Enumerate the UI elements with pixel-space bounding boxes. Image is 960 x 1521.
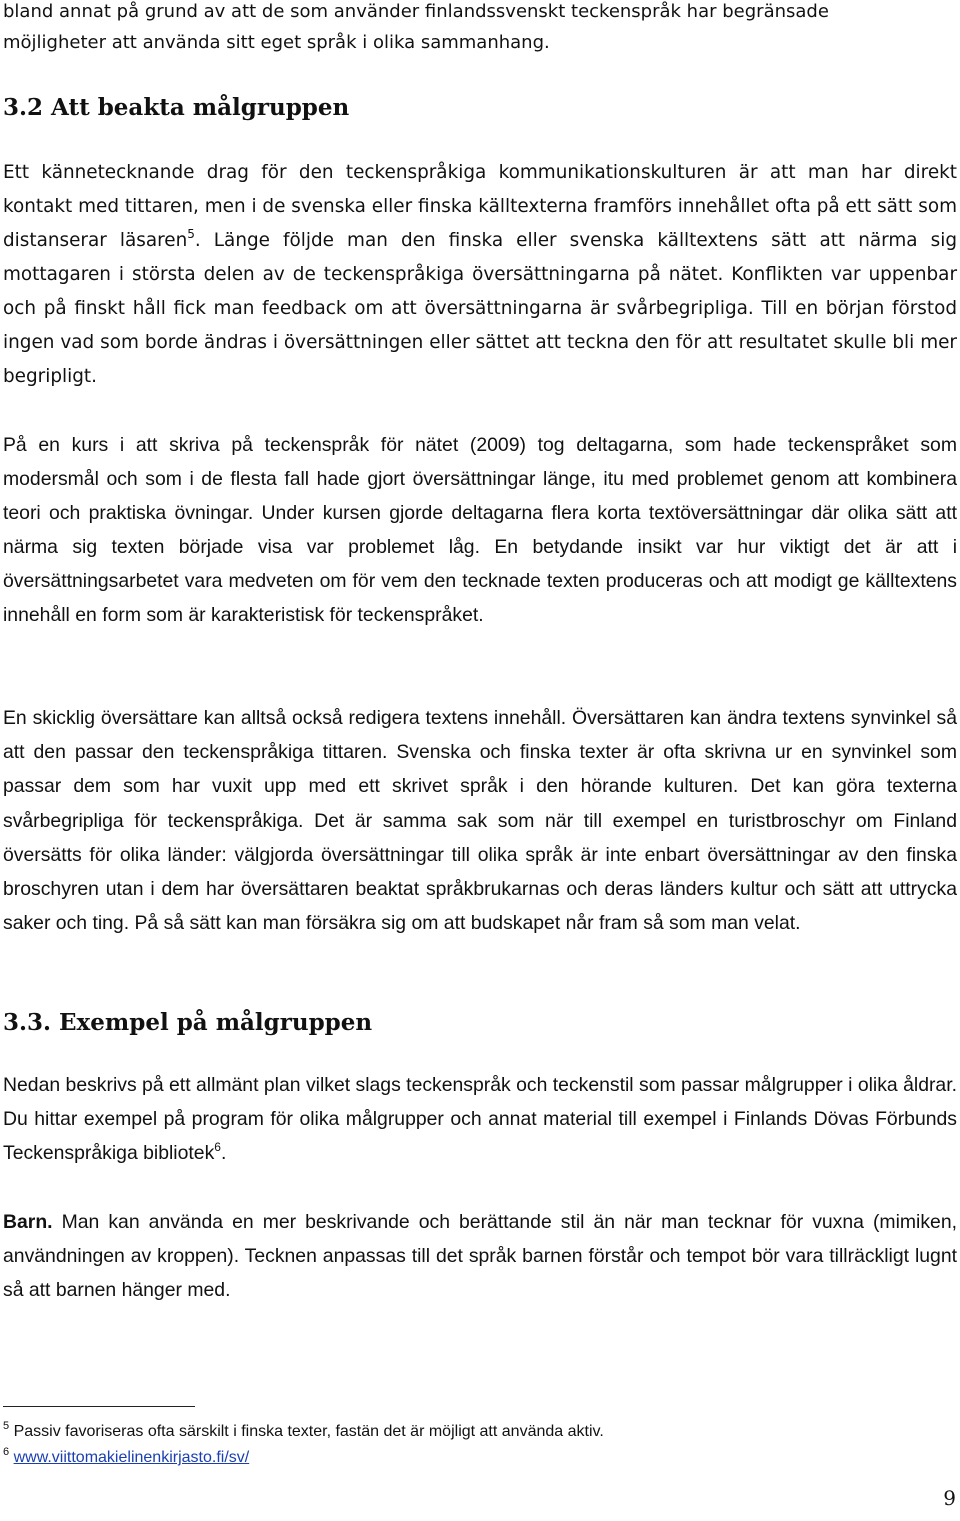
section-heading-3-3: 3.3. Exempel på målgruppen — [3, 1009, 373, 1036]
section-3-2-paragraph-3: En skicklig översättare kan alltså också redigera textens innehåll. Översättaren kan ändra textens synvinkel så att den passar den teckenspråkiga tittaren. Svenska och finska texter är ofta skrivna ur en synvinkel som passar dem som har vuxit upp med ett skrivet språk i den hörande kulturen. Det kan göra texterna svårbegripliga för teckenspråkiga. Det är samma sak som när till exempel en turistbroschyr om Finland översätts för olika länder: välgjorda översättningar till olika språk är inte enbart översättningar av den finska broschyren utan i dem har översättaren beaktat språkbrukarnas och deras länders kultur och sätt att uttrycka saker och ting. På så sätt kan man försäkra sig om att budskapet når fram så som man velat. — [3, 707, 957, 935]
paragraph-text: . Länge följde man den finska eller svenska källtextens sätt att närma sig mottagaren i största delen av de teckenspråkiga översättningarna på nätet. Konflikten var uppenbar och på finskt håll fick man feedback om att översättningarna är svårbegripliga. Till en början förstod ingen vad som borde ändras i översättningen eller sättet att teckna den för att resultatet skulle bli mer begripligt. — [3, 230, 957, 387]
barn-label: Barn. — [3, 1211, 53, 1233]
barn-text: Man kan använda en mer beskrivande och berättande stil än när man tecknar för vuxna (mimiken, användningen av kroppen). Tecknen anpassas till det språk barnen förstår och tempot bör vara tillräckligt lugnt så att barnen hänger med. — [3, 1211, 957, 1301]
footnote-ref-6[interactable]: 6 — [214, 1140, 221, 1154]
page-number: 9 — [943, 1486, 956, 1510]
section-3-2-paragraph-2: På en kurs i att skriva på teckenspråk för nätet (2009) tog deltagarna, som hade teckenspråket som modersmål och som i de flesta fall hade gjort översättningar länge, itu med problemet genom att kombinera teori och praktiska övningar. Under kursen gjorde deltagarna flera korta textöversättningar där olika sätt att närma sig texten började visa var problemet låg. En betydande insikt var hur viktigt det är att i översättningsarbetet vara medveten om för vem den tecknade texten produceras och att modigt ge källtextens innehåll en form som är karakteristisk för teckenspråket. — [3, 434, 957, 626]
section-3-2-paragraph-1 — [3, 156, 957, 394]
footnote-divider — [3, 1406, 195, 1407]
intro-continuation — [3, 0, 957, 58]
footnote-number-6: 6 — [3, 1446, 10, 1458]
intro-line-2: möjligheter att använda sitt eget språk i olika sammanhang. — [3, 32, 550, 53]
paragraph-text: Ett kännetecknande drag för den teckenspråkiga kommunikationskulturen är att man har direkt kontakt med tittaren, men i de svenska eller finska källtexterna framförs innehållet ofta på ett sätt som distanserar läsaren — [3, 162, 957, 251]
intro-line-1: bland annat på grund av att de som använder finlandssvenskt teckenspråk har begränsade — [3, 1, 829, 22]
paragraph-text: Nedan beskrivs på ett allmänt plan vilket slags teckenspråk och teckenstil som passar målgrupper i olika åldrar. Du hittar exempel på program för olika målgrupper och annat material till exempel i Finlands Dövas Förbunds Teckenspråkiga bibliotek — [3, 1074, 957, 1164]
section-heading-3-2: 3.2 Att beakta målgruppen — [3, 94, 350, 121]
paragraph-text: . — [220, 1142, 227, 1164]
footnote-6 — [3, 1448, 249, 1468]
footnote-link-6[interactable]: www.viittomakielinenkirjasto.fi/sv/ — [13, 1449, 250, 1466]
footnote-text-5: Passiv favoriseras ofta särskilt i finska texter, fastän det är möjligt att använda aktiv. — [9, 1423, 604, 1440]
barn-paragraph — [3, 1205, 957, 1307]
section-3-3-paragraph-1 — [3, 1068, 957, 1170]
footnote-number-5: 5 — [3, 1420, 10, 1432]
footnote-5 — [3, 1422, 604, 1442]
footnote-ref-5[interactable]: 5 — [187, 227, 195, 241]
